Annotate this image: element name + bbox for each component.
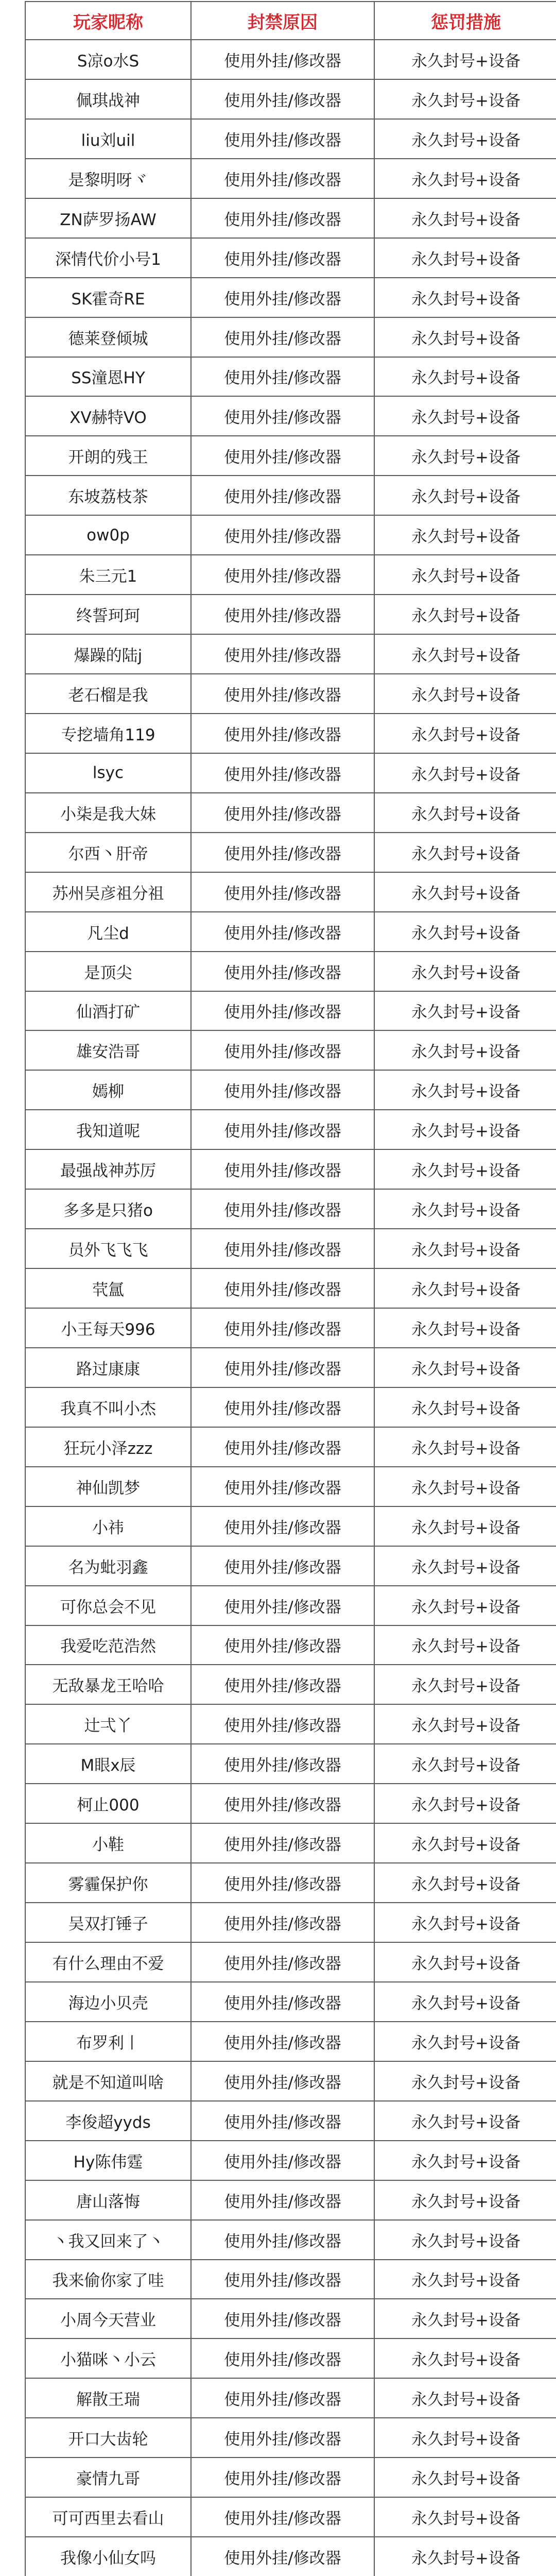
penalty-cell: 永久封号+设备 — [374, 833, 556, 872]
player-name-cell: 朱三元1 — [25, 555, 191, 595]
ban-reason-cell: 使用外挂/修改器 — [191, 912, 374, 952]
ban-reason-cell: 使用外挂/修改器 — [191, 2220, 374, 2260]
ban-reason-cell: 使用外挂/修改器 — [191, 1665, 374, 1704]
player-name-cell: 我来偷你家了哇 — [25, 2260, 191, 2299]
penalty-cell: 永久封号+设备 — [374, 278, 556, 317]
player-name-cell: Hy陈伟霆 — [25, 2141, 191, 2180]
ban-reason-cell: 使用外挂/修改器 — [191, 1546, 374, 1586]
penalty-cell: 永久封号+设备 — [374, 1427, 556, 1467]
player-name-cell: 小猫咪丶小云 — [25, 2338, 191, 2378]
table-row — [25, 714, 556, 753]
table-row — [25, 1586, 556, 1625]
ban-reason-cell: 使用外挂/修改器 — [191, 2497, 374, 2537]
table-row — [25, 159, 556, 198]
penalty-cell: 永久封号+设备 — [374, 595, 556, 634]
player-name-cell: 雾霾保护你 — [25, 1863, 191, 1903]
table-row — [25, 1942, 556, 1982]
player-name-cell: 开口大齿轮 — [25, 2418, 191, 2458]
player-name-cell: 小祎 — [25, 1506, 191, 1546]
ban-reason-cell: 使用外挂/修改器 — [191, 317, 374, 357]
player-name-cell: 可你总会不见 — [25, 1586, 191, 1625]
ban-reason-cell: 使用外挂/修改器 — [191, 833, 374, 872]
table-row — [25, 912, 556, 952]
ban-reason-cell: 使用外挂/修改器 — [191, 1823, 374, 1863]
ban-reason-cell: 使用外挂/修改器 — [191, 119, 374, 159]
player-name-cell: 茕氲 — [25, 1268, 191, 1308]
ban-reason-cell: 使用外挂/修改器 — [191, 991, 374, 1031]
player-name-cell: XV赫特VO — [25, 396, 191, 436]
ban-reason-cell: 使用外挂/修改器 — [191, 1387, 374, 1427]
penalty-cell: 永久封号+设备 — [374, 1942, 556, 1982]
ban-reason-cell: 使用外挂/修改器 — [191, 1586, 374, 1625]
ban-reason-cell: 使用外挂/修改器 — [191, 2299, 374, 2338]
table-row — [25, 753, 556, 793]
ban-reason-cell: 使用外挂/修改器 — [191, 79, 374, 119]
penalty-cell: 永久封号+设备 — [374, 159, 556, 198]
table-row — [25, 2338, 556, 2378]
player-name-cell: 狂玩小泽zzz — [25, 1427, 191, 1467]
table-row — [25, 634, 556, 674]
table-row — [25, 1149, 556, 1189]
penalty-cell: 永久封号+设备 — [374, 2338, 556, 2378]
table-row — [25, 991, 556, 1031]
header-row — [25, 2, 556, 40]
ban-reason-cell: 使用外挂/修改器 — [191, 1268, 374, 1308]
ban-reason-cell: 使用外挂/修改器 — [191, 515, 374, 555]
player-name-cell: 小柒是我大妹 — [25, 793, 191, 833]
player-name-cell: 小鞋 — [25, 1823, 191, 1863]
player-name-cell: S凉o水S — [25, 40, 191, 79]
ban-reason-cell: 使用外挂/修改器 — [191, 2418, 374, 2458]
penalty-cell: 永久封号+设备 — [374, 1625, 556, 1665]
player-name-cell: 丶我又回来了丶 — [25, 2220, 191, 2260]
ban-reason-cell: 使用外挂/修改器 — [191, 1784, 374, 1823]
table-row — [25, 2260, 556, 2299]
ban-reason-cell: 使用外挂/修改器 — [191, 278, 374, 317]
table-row — [25, 2537, 556, 2576]
player-name-cell: 吴双打锤子 — [25, 1903, 191, 1942]
penalty-cell: 永久封号+设备 — [374, 1823, 556, 1863]
player-name-cell: 员外飞飞飞 — [25, 1229, 191, 1268]
table-row — [25, 1229, 556, 1268]
ban-reason-cell: 使用外挂/修改器 — [191, 1903, 374, 1942]
table-row — [25, 1070, 556, 1110]
player-name-cell: 解散王瑞 — [25, 2378, 191, 2418]
penalty-cell: 永久封号+设备 — [374, 1149, 556, 1189]
player-name-cell: 尔西丶肝帝 — [25, 833, 191, 872]
penalty-cell: 永久封号+设备 — [374, 1506, 556, 1546]
table-row — [25, 2299, 556, 2338]
ban-reason-cell: 使用外挂/修改器 — [191, 1110, 374, 1149]
table-row — [25, 1387, 556, 1427]
table-row — [25, 1427, 556, 1467]
penalty-cell: 永久封号+设备 — [374, 40, 556, 79]
penalty-cell: 永久封号+设备 — [374, 1308, 556, 1348]
penalty-cell: 永久封号+设备 — [374, 674, 556, 714]
ban-reason-cell: 使用外挂/修改器 — [191, 872, 374, 912]
penalty-cell: 永久封号+设备 — [374, 1268, 556, 1308]
ban-reason-cell: 使用外挂/修改器 — [191, 1308, 374, 1348]
table-row — [25, 79, 556, 119]
penalty-cell: 永久封号+设备 — [374, 1467, 556, 1506]
ban-reason-cell: 使用外挂/修改器 — [191, 1982, 374, 2022]
penalty-cell: 永久封号+设备 — [374, 952, 556, 991]
ban-reason-cell: 使用外挂/修改器 — [191, 2260, 374, 2299]
ban-list-sheet — [25, 1, 556, 2576]
table-row — [25, 1665, 556, 1704]
player-name-cell: SK霍奇RE — [25, 278, 191, 317]
ban-reason-cell: 使用外挂/修改器 — [191, 2338, 374, 2378]
player-name-cell: 专挖墙角119 — [25, 714, 191, 753]
ban-reason-cell: 使用外挂/修改器 — [191, 1467, 374, 1506]
ban-reason-cell: 使用外挂/修改器 — [191, 1427, 374, 1467]
ban-reason-cell: 使用外挂/修改器 — [191, 1189, 374, 1229]
penalty-cell: 永久封号+设备 — [374, 1784, 556, 1823]
penalty-cell: 永久封号+设备 — [374, 436, 556, 476]
penalty-cell: 永久封号+设备 — [374, 1744, 556, 1784]
ban-reason-cell: 使用外挂/修改器 — [191, 2378, 374, 2418]
penalty-cell: 永久封号+设备 — [374, 2260, 556, 2299]
table-row — [25, 238, 556, 278]
table-row — [25, 1982, 556, 2022]
penalty-cell: 永久封号+设备 — [374, 2101, 556, 2141]
player-name-cell: 小王每天996 — [25, 1308, 191, 1348]
table-row — [25, 1546, 556, 1586]
table-row — [25, 198, 556, 238]
player-name-cell: ZN萨罗扬AW — [25, 198, 191, 238]
player-name-cell: 无敌暴龙王哈哈 — [25, 1665, 191, 1704]
table-row — [25, 1030, 556, 1070]
table-row — [25, 1348, 556, 1387]
penalty-cell: 永久封号+设备 — [374, 317, 556, 357]
ban-reason-cell: 使用外挂/修改器 — [191, 2061, 374, 2101]
ban-reason-cell: 使用外挂/修改器 — [191, 2458, 374, 2497]
penalty-cell: 永久封号+设备 — [374, 2537, 556, 2576]
penalty-cell: 永久封号+设备 — [374, 1110, 556, 1149]
penalty-cell: 永久封号+设备 — [374, 1070, 556, 1110]
table-row — [25, 2061, 556, 2101]
table-row — [25, 674, 556, 714]
penalty-cell: 永久封号+设备 — [374, 1387, 556, 1427]
penalty-cell: 永久封号+设备 — [374, 1903, 556, 1942]
ban-reason-cell: 使用外挂/修改器 — [191, 198, 374, 238]
header-ban-reason: 封禁原因 — [191, 2, 374, 40]
player-name-cell: 我知道呢 — [25, 1110, 191, 1149]
table-row — [25, 2458, 556, 2497]
penalty-cell: 永久封号+设备 — [374, 1189, 556, 1229]
player-name-cell: 凡尘d — [25, 912, 191, 952]
player-name-cell: 小周今天营业 — [25, 2299, 191, 2338]
player-name-cell: 老石榴是我 — [25, 674, 191, 714]
player-name-cell: 苏州吴彦祖分祖 — [25, 872, 191, 912]
player-name-cell: 深情代价小号1 — [25, 238, 191, 278]
table-row — [25, 1704, 556, 1744]
table-row — [25, 793, 556, 833]
player-name-cell: 豪情九哥 — [25, 2458, 191, 2497]
table-row — [25, 436, 556, 476]
ban-reason-cell: 使用外挂/修改器 — [191, 1942, 374, 1982]
penalty-cell: 永久封号+设备 — [374, 1982, 556, 2022]
ban-reason-cell: 使用外挂/修改器 — [191, 555, 374, 595]
table-row — [25, 952, 556, 991]
penalty-cell: 永久封号+设备 — [374, 2180, 556, 2220]
penalty-cell: 永久封号+设备 — [374, 2220, 556, 2260]
table-row — [25, 595, 556, 634]
header-player-name: 玩家昵称 — [25, 2, 191, 40]
penalty-cell: 永久封号+设备 — [374, 634, 556, 674]
ban-list-table — [25, 1, 556, 2576]
player-name-cell: 德莱登倾城 — [25, 317, 191, 357]
player-name-cell: 是黎明呀ヾ — [25, 159, 191, 198]
table-row — [25, 40, 556, 79]
ban-reason-cell: 使用外挂/修改器 — [191, 2180, 374, 2220]
table-row — [25, 2022, 556, 2061]
player-name-cell: 最强战神苏厉 — [25, 1149, 191, 1189]
penalty-cell: 永久封号+设备 — [374, 2022, 556, 2061]
table-row — [25, 872, 556, 912]
player-name-cell: 柯止000 — [25, 1784, 191, 1823]
player-name-cell: 我爱吃范浩然 — [25, 1625, 191, 1665]
penalty-cell: 永久封号+设备 — [374, 753, 556, 793]
penalty-cell: 永久封号+设备 — [374, 912, 556, 952]
player-name-cell: 李俊超yyds — [25, 2101, 191, 2141]
table-row — [25, 2141, 556, 2180]
player-name-cell: 嫣柳 — [25, 1070, 191, 1110]
ban-reason-cell: 使用外挂/修改器 — [191, 436, 374, 476]
penalty-cell: 永久封号+设备 — [374, 2299, 556, 2338]
player-name-cell: lsyc — [25, 753, 191, 793]
table-body — [25, 40, 556, 2576]
table-row — [25, 1189, 556, 1229]
table-row — [25, 1268, 556, 1308]
player-name-cell: 我真不叫小杰 — [25, 1387, 191, 1427]
table-row — [25, 1506, 556, 1546]
table-row — [25, 2418, 556, 2458]
table-row — [25, 2180, 556, 2220]
penalty-cell: 永久封号+设备 — [374, 396, 556, 436]
table-row — [25, 1110, 556, 1149]
penalty-cell: 永久封号+设备 — [374, 2141, 556, 2180]
ban-reason-cell: 使用外挂/修改器 — [191, 2537, 374, 2576]
table-row — [25, 1784, 556, 1823]
penalty-cell: 永久封号+设备 — [374, 2378, 556, 2418]
ban-reason-cell: 使用外挂/修改器 — [191, 476, 374, 515]
penalty-cell: 永久封号+设备 — [374, 2497, 556, 2537]
ban-reason-cell: 使用外挂/修改器 — [191, 159, 374, 198]
ban-reason-cell: 使用外挂/修改器 — [191, 1863, 374, 1903]
ban-reason-cell: 使用外挂/修改器 — [191, 238, 374, 278]
penalty-cell: 永久封号+设备 — [374, 79, 556, 119]
ban-reason-cell: 使用外挂/修改器 — [191, 1704, 374, 1744]
player-name-cell: 名为蚍羽鑫 — [25, 1546, 191, 1586]
penalty-cell: 永久封号+设备 — [374, 1704, 556, 1744]
penalty-cell: 永久封号+设备 — [374, 793, 556, 833]
ban-reason-cell: 使用外挂/修改器 — [191, 2141, 374, 2180]
ban-reason-cell: 使用外挂/修改器 — [191, 1625, 374, 1665]
penalty-cell: 永久封号+设备 — [374, 991, 556, 1031]
penalty-cell: 永久封号+设备 — [374, 1348, 556, 1387]
table-row — [25, 396, 556, 436]
table-row — [25, 1903, 556, 1942]
ban-reason-cell: 使用外挂/修改器 — [191, 634, 374, 674]
player-name-cell: 神仙凯梦 — [25, 1467, 191, 1506]
table-row — [25, 1308, 556, 1348]
player-name-cell: 雄安浩哥 — [25, 1030, 191, 1070]
penalty-cell: 永久封号+设备 — [374, 476, 556, 515]
table-row — [25, 2497, 556, 2537]
ban-reason-cell: 使用外挂/修改器 — [191, 357, 374, 397]
table-row — [25, 1744, 556, 1784]
player-name-cell: 终誓珂珂 — [25, 595, 191, 634]
player-name-cell: 有什么理由不爱 — [25, 1942, 191, 1982]
player-name-cell: M眼x辰 — [25, 1744, 191, 1784]
player-name-cell: 是顶尖 — [25, 952, 191, 991]
table-row — [25, 515, 556, 555]
penalty-cell: 永久封号+设备 — [374, 2418, 556, 2458]
ban-reason-cell: 使用外挂/修改器 — [191, 40, 374, 79]
player-name-cell: SS潼恩HY — [25, 357, 191, 397]
header-penalty: 惩罚措施 — [374, 2, 556, 40]
player-name-cell: 我像小仙女吗 — [25, 2537, 191, 2576]
ban-reason-cell: 使用外挂/修改器 — [191, 1030, 374, 1070]
ban-reason-cell: 使用外挂/修改器 — [191, 674, 374, 714]
player-name-cell: 多多是只猪o — [25, 1189, 191, 1229]
player-name-cell: liu刘uil — [25, 119, 191, 159]
player-name-cell: ow0p — [25, 515, 191, 555]
table-row — [25, 1625, 556, 1665]
ban-reason-cell: 使用外挂/修改器 — [191, 1744, 374, 1784]
player-name-cell: 佩琪战神 — [25, 79, 191, 119]
table-row — [25, 317, 556, 357]
player-name-cell: 就是不知道叫啥 — [25, 2061, 191, 2101]
player-name-cell: 爆躁的陆j — [25, 634, 191, 674]
table-row — [25, 555, 556, 595]
player-name-cell: 开朗的残王 — [25, 436, 191, 476]
ban-reason-cell: 使用外挂/修改器 — [191, 396, 374, 436]
table-row — [25, 833, 556, 872]
penalty-cell: 永久封号+设备 — [374, 119, 556, 159]
table-row — [25, 119, 556, 159]
table-row — [25, 278, 556, 317]
penalty-cell: 永久封号+设备 — [374, 198, 556, 238]
table-row — [25, 1863, 556, 1903]
ban-reason-cell: 使用外挂/修改器 — [191, 2101, 374, 2141]
table-row — [25, 2378, 556, 2418]
ban-reason-cell: 使用外挂/修改器 — [191, 1348, 374, 1387]
penalty-cell: 永久封号+设备 — [374, 1586, 556, 1625]
penalty-cell: 永久封号+设备 — [374, 2458, 556, 2497]
ban-reason-cell: 使用外挂/修改器 — [191, 595, 374, 634]
table-row — [25, 2101, 556, 2141]
ban-reason-cell: 使用外挂/修改器 — [191, 1149, 374, 1189]
player-name-cell: 辻弌丫 — [25, 1704, 191, 1744]
player-name-cell: 仙酒打矿 — [25, 991, 191, 1031]
penalty-cell: 永久封号+设备 — [374, 2061, 556, 2101]
penalty-cell: 永久封号+设备 — [374, 1546, 556, 1586]
penalty-cell: 永久封号+设备 — [374, 238, 556, 278]
ban-reason-cell: 使用外挂/修改器 — [191, 1506, 374, 1546]
player-name-cell: 东坡荔枝茶 — [25, 476, 191, 515]
penalty-cell: 永久封号+设备 — [374, 872, 556, 912]
table-row — [25, 1823, 556, 1863]
player-name-cell: 布罗利丨 — [25, 2022, 191, 2061]
table-row — [25, 476, 556, 515]
ban-reason-cell: 使用外挂/修改器 — [191, 753, 374, 793]
penalty-cell: 永久封号+设备 — [374, 1229, 556, 1268]
ban-reason-cell: 使用外挂/修改器 — [191, 2022, 374, 2061]
player-name-cell: 海边小贝壳 — [25, 1982, 191, 2022]
table-row — [25, 2220, 556, 2260]
penalty-cell: 永久封号+设备 — [374, 515, 556, 555]
table-row — [25, 1467, 556, 1506]
penalty-cell: 永久封号+设备 — [374, 1030, 556, 1070]
ban-reason-cell: 使用外挂/修改器 — [191, 1070, 374, 1110]
penalty-cell: 永久封号+设备 — [374, 1665, 556, 1704]
penalty-cell: 永久封号+设备 — [374, 555, 556, 595]
ban-reason-cell: 使用外挂/修改器 — [191, 793, 374, 833]
ban-reason-cell: 使用外挂/修改器 — [191, 714, 374, 753]
player-name-cell: 唐山落悔 — [25, 2180, 191, 2220]
player-name-cell: 可可西里去看山 — [25, 2497, 191, 2537]
penalty-cell: 永久封号+设备 — [374, 1863, 556, 1903]
player-name-cell: 路过康康 — [25, 1348, 191, 1387]
penalty-cell: 永久封号+设备 — [374, 714, 556, 753]
ban-reason-cell: 使用外挂/修改器 — [191, 1229, 374, 1268]
table-row — [25, 357, 556, 397]
penalty-cell: 永久封号+设备 — [374, 357, 556, 397]
ban-reason-cell: 使用外挂/修改器 — [191, 952, 374, 991]
